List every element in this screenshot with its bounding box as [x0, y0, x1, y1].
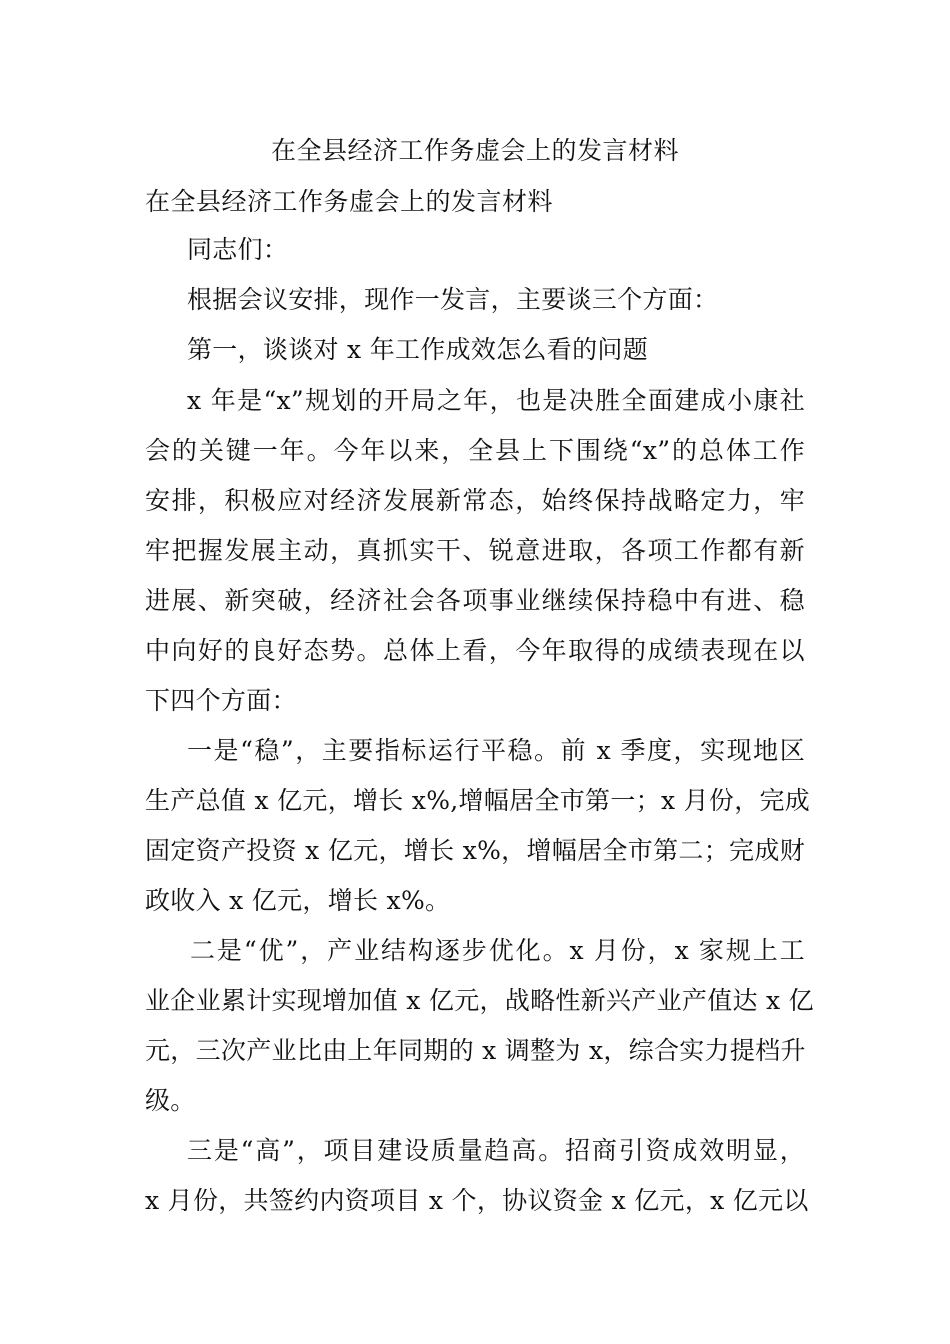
salutation-line: 同志们：	[187, 235, 289, 264]
paragraph-line: 下四个方面：	[145, 686, 297, 715]
paragraph-line: 生产总值 x 亿元，增长 x%,增幅居全市第一；x 月份，完成	[145, 786, 811, 815]
section-heading-line: 第一，谈谈对 x 年工作成效怎么看的问题	[187, 335, 648, 364]
paragraph-line: 一是“稳”，主要指标运行平稳。前 x 季度，实现地区	[187, 736, 805, 765]
paragraph-line: 三是“高”，项目建设质量趋高。招商引资成效明显，	[187, 1136, 805, 1165]
paragraph-line: 会的关键一年。今年以来，全县上下围绕“x”的总体工作	[145, 436, 805, 465]
paragraph-line: 固定资产投资 x 亿元，增长 x%，增幅居全市第二；完成财	[145, 836, 805, 865]
paragraph-line: 业企业累计实现增加值 x 亿元，战略性新兴产业产值达 x 亿	[145, 986, 814, 1015]
paragraph-line: 级。	[145, 1086, 196, 1115]
document-title: 在全县经济工作务虚会上的发言材料	[270, 136, 679, 165]
paragraph-line: x 年是“x”规划的开局之年，也是决胜全面建成小康社	[187, 386, 805, 415]
paragraph-line: 根据会议安排，现作一发言，主要谈三个方面：	[187, 285, 719, 314]
paragraph-line: 进展、新突破，经济社会各项事业继续保持稳中有进、稳	[145, 586, 805, 615]
document-subtitle: 在全县经济工作务虚会上的发言材料	[145, 187, 554, 216]
paragraph-line: 政收入 x 亿元，增长 x%。	[145, 886, 451, 915]
paragraph-line: 二是“优”，产业结构逐步优化。x 月份，x 家规上工	[190, 936, 805, 965]
paragraph-line: x 月份，共签约内资项目 x 个，协议资金 x 亿元，x 亿元以	[145, 1186, 809, 1215]
paragraph-line: 安排，积极应对经济发展新常态，始终保持战略定力，牢	[145, 486, 805, 515]
paragraph-line: 元，三次产业比由上年同期的 x 调整为 x，综合实力提档升	[145, 1036, 806, 1065]
paragraph-line: 牢把握发展主动，真抓实干、锐意进取，各项工作都有新	[145, 536, 805, 565]
paragraph-line: 中向好的良好态势。总体上看，今年取得的成绩表现在以	[145, 636, 805, 665]
